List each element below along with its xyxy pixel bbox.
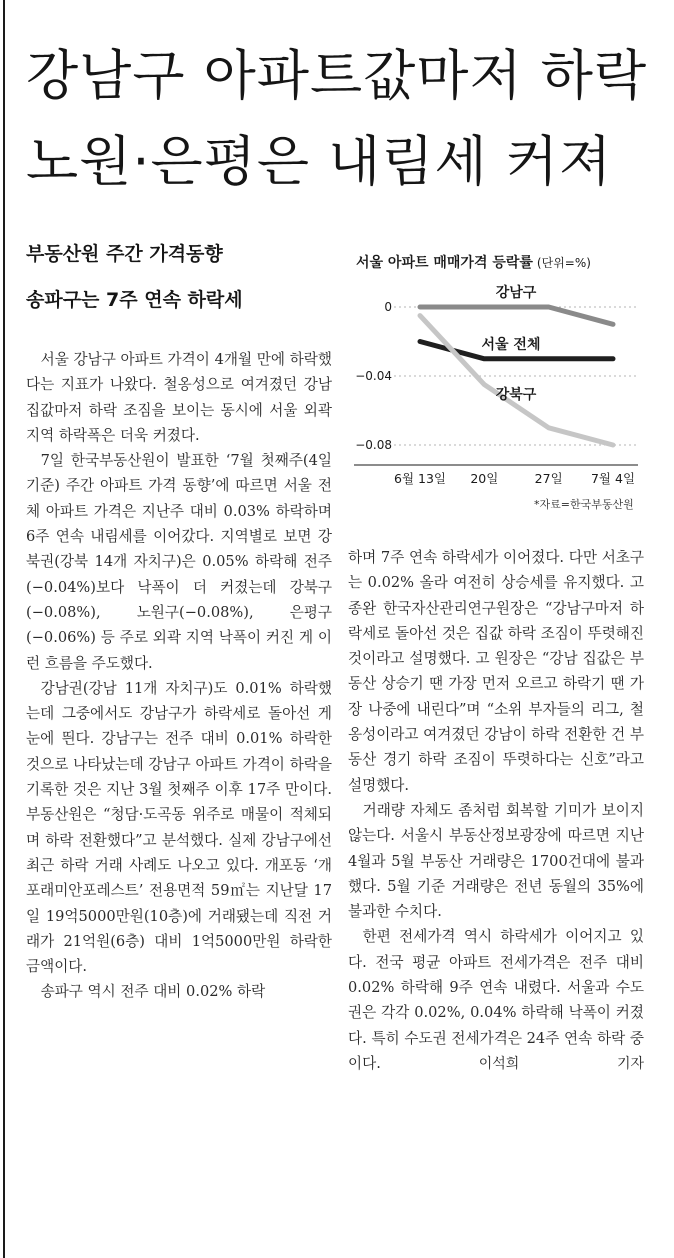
- chart-x-tick-label: 27일: [534, 471, 563, 486]
- chart-series-label: 강남구: [495, 285, 537, 301]
- chart-y-tick-label: −0.04: [355, 369, 392, 383]
- chart-series-line: [420, 316, 613, 445]
- chart-unit-note: (단위=%): [536, 256, 591, 270]
- chart-series-lines: [420, 284, 613, 445]
- article-paragraph: 송파구 역시 전주 대비 0.02% 하락: [40, 983, 266, 1001]
- byline: 이석희 기자: [478, 1055, 644, 1072]
- article-paragraph-last: [348, 924, 644, 1077]
- chart-series-line: [420, 307, 613, 324]
- article-paragraph: 강남권(강남 11개 자치구)도 0.01% 하락했는데 그중에서도 강남구가 하락세로 돌아선 게 눈에 띈다. 강남구는 전주 대비 0.01% 하락한 것으로 나타났는데 강남구 아파트 가격이 하락을 기록한 것은 지난 3월 첫째주 이후 17주 만이다. 부동산원은 “청담·도곡동 위주로 매물이 적체되며 하락 전환했다”고 분석했다. 실제 강남구에선 최근 하락 거래 사례도 나오고 있다. 개포동 ‘개포래미안포레스트’ 전용면적 59㎡는 지난달 17일 19억5000만원(10층)에 거래됐는데 직전 거래가 21억원(6층) 대비 1억5000만원 하락한 금액이다.: [26, 679, 332, 976]
- subheadline-2: 송파구는 7주 연속 하락세: [26, 289, 243, 311]
- chart-x-tick-label: 6월 13일: [394, 471, 446, 486]
- chart-source-note: *자료=한국부동산원: [534, 498, 634, 511]
- chart-y-tick-label: 0: [384, 300, 392, 314]
- chart-series-label: 서울 전체: [481, 337, 541, 353]
- chart-y-tick-labels: [355, 300, 392, 452]
- article-paragraph: 7일 한국부동산원이 발표한 ‘7월 첫째주(4일 기준) 주간 아파트 가격 동향’에 따르면 서울 전체 아파트 가격은 지난주 대비 0.03% 하락하며 6주 연속 내림세를 이어갔다. 지역별로 보면 강북권(강북 14개 자치구)은 0.05% 하락해 전주(−0.04%)보다 낙폭이 더 커졌는데 강북구(−0.08%), 노원구(−0.08%), 은평구(−0.06%) 등 주로 외곽 지역 낙폭이 커진 게 이런 흐름을 주도했다.: [26, 452, 332, 672]
- chart-title-text: 서울 아파트 매매가격 등락률: [356, 255, 533, 271]
- chart-title: [356, 254, 591, 271]
- article-paragraph: 하며 7주 연속 하락세가 이어졌다. 다만 서초구는 0.02% 올라 여전히 상승세를 유지했다. 고종완 한국자산관리연구원장은 “강남구마저 하락세로 돌아선 것은 집값 하락 조짐이 뚜렷해진 것이라고 설명했다. 고 원장은 “강남 집값은 부동산 상승기 땐 가장 먼저 오르고 하락기 땐 가장 나중에 내린다”며 “소위 부자들의 리그, 철옹성이라고 여겨졌던 강남이 하락 전환한 건 부동산 경기 하락 조짐이 뚜렷하다는 신호”라고 설명했다.: [348, 549, 644, 794]
- article-column-right: [348, 545, 644, 1077]
- page-edge-rule: [3, 0, 5, 1258]
- headline-line-2: 노원·은평은 내림세 커져: [26, 130, 613, 193]
- subheadline-1: 부동산원 주간 가격동향: [26, 243, 223, 265]
- chart-y-tick-label: −0.08: [355, 438, 392, 452]
- article-paragraph-text: 한편 전세가격 역시 하락세가 이어지고 있다. 전국 평균 아파트 전세가격은 전주 대비 0.02% 하락해 9주 연속 내렸다. 서울과 수도권은 각각 0.02%, 0.04% 하락해 낙폭이 커졌다. 특히 수도권 전세가격은 24주 연속 하락 중이다.: [348, 928, 644, 1072]
- headline-line-1: 강남구 아파트값마저 하락: [26, 44, 648, 107]
- chart-series-label: 강북구: [495, 387, 537, 403]
- chart-x-tick-labels: [394, 471, 635, 486]
- chart-x-tick-label: 20일: [470, 471, 499, 486]
- chart-x-tick-label: 7월 4일: [590, 471, 636, 486]
- article-column-left: [26, 347, 332, 1005]
- price-change-line-chart: [346, 245, 646, 525]
- article-paragraph: 서울 강남구 아파트 가격이 4개월 만에 하락했다는 지표가 나왔다. 철옹성으로 여겨졌던 강남 집값마저 하락 조짐을 보이는 동시에 서울 외곽 지역 하락폭은 더욱 커졌다.: [26, 351, 332, 444]
- article-paragraph: 거래량 자체도 좀처럼 회복할 기미가 보이지 않는다. 서울시 부동산정보광장에 따르면 지난 4월과 5월 부동산 거래량은 1700건대에 불과했다. 5월 기준 거래량은 전년 동월의 35%에 불과한 수치다.: [348, 801, 644, 921]
